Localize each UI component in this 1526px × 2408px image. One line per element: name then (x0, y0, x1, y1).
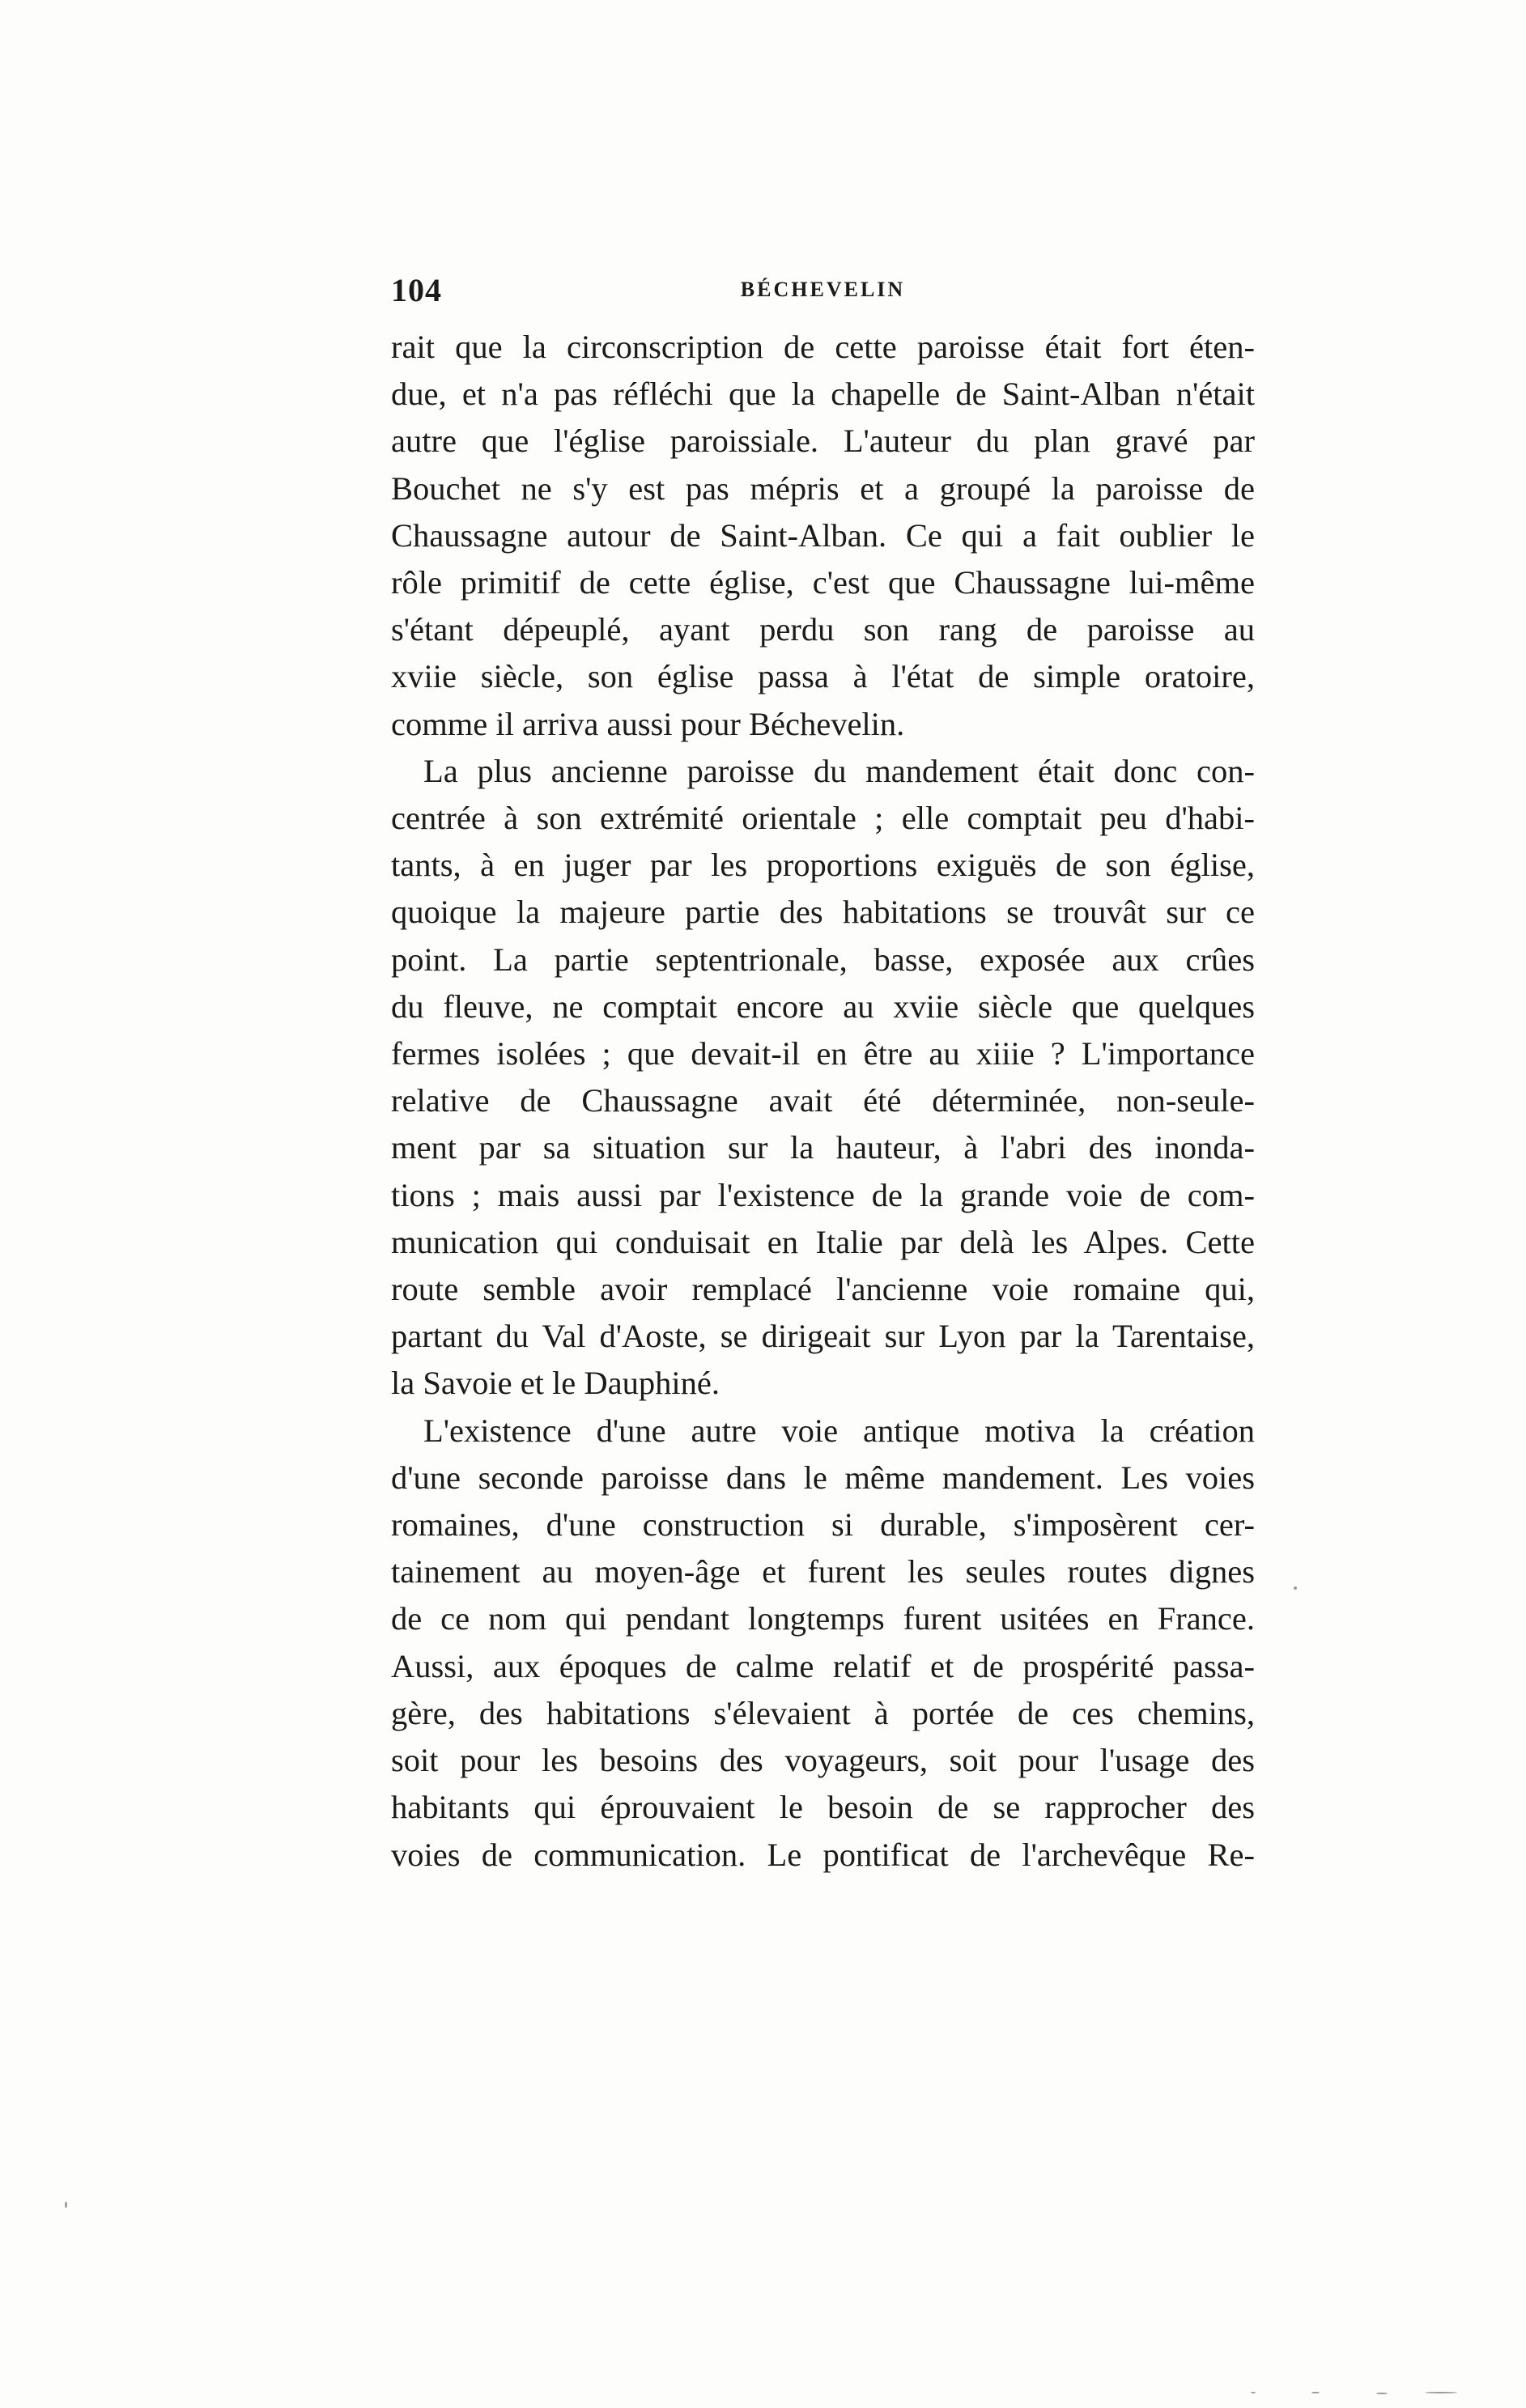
text-line: munication qui conduisait en Italie par delà les Alpes. Cette (391, 1223, 1255, 1260)
running-title: BÉCHEVELIN (740, 278, 906, 301)
text-line: point. La partie septentrionale, basse, exposée aux crûes (391, 941, 1255, 978)
page-header (391, 271, 1255, 320)
text-line: Chaussagne autour de Saint-Alban. Ce qui a fait oublier le (391, 516, 1255, 554)
text-line: route semble avoir remplacé l'ancienne voie romaine qui, (391, 1271, 1255, 1308)
text-line: rait que la circonscription de cette paroisse était fort éten- (391, 329, 1255, 365)
text-line: de ce nom qui pendant longtemps furent usitées en France. (391, 1600, 1255, 1637)
paper-speck (65, 2202, 67, 2208)
text-line: La plus ancienne paroisse du mandement était donc con- (423, 752, 1255, 789)
paper-speck (1294, 1586, 1297, 1590)
text-line: tainement au moyen-âge et furent les seules routes dignes (391, 1553, 1255, 1590)
text-line: xviie siècle, son église passa à l'état de simple oratoire, (391, 658, 1255, 695)
text-line: fermes isolées ; que devait-il en être au xiiie ? L'importance (391, 1035, 1255, 1072)
text-line: rôle primitif de cette église, c'est que Chaussagne lui-même (391, 564, 1255, 601)
paper-speck (1251, 2392, 1256, 2393)
text-line: Aussi, aux époques de calme relatif et de prospérité passa- (391, 1647, 1255, 1684)
text-line: L'existence d'une autre voie antique motiva la création (423, 1412, 1255, 1449)
text-line: due, et n'a pas réfléchi que la chapelle de Saint-Alban n'était (391, 376, 1255, 413)
text-line: partant du Val d'Aoste, se dirigeait sur Lyon par la Tarentaise, (391, 1318, 1255, 1355)
text-line: centrée à son extrémité orientale ; elle comptait peu d'habi- (391, 800, 1255, 837)
text-line: voies de communication. Le pontificat de l'archevêque Re- (391, 1836, 1255, 1873)
text-line: habitants qui éprouvaient le besoin de se rapprocher des (391, 1789, 1255, 1826)
text-line: tions ; mais aussi par l'existence de la grande voie de com- (391, 1176, 1255, 1213)
text-line: ment par sa situation sur la hauteur, à l'abri des inonda- (391, 1129, 1255, 1166)
text-line: quoique la majeure partie des habitations se trouvât sur ce (391, 894, 1255, 931)
text-line: s'étant dépeuplé, ayant perdu son rang de paroisse au (391, 611, 1255, 648)
text-line: du fleuve, ne comptait encore au xviie siècle que quelques (391, 987, 1255, 1025)
text-line: d'une seconde paroisse dans le même mandement. Les voies (391, 1459, 1255, 1496)
paper-speck (1311, 2392, 1320, 2393)
paragraph-3 (391, 1408, 1255, 1879)
text-line: autre que l'église paroissiale. L'auteur du plan gravé par (391, 423, 1255, 460)
paper-speck (1425, 2392, 1457, 2393)
page-number: 104 (391, 272, 442, 308)
paragraph-2 (391, 748, 1255, 1408)
paper-speck (1376, 2393, 1388, 2394)
text-line: Bouchet ne s'y est pas mépris et a groupé la paroisse de (391, 469, 1255, 507)
text-line: romaines, d'une construction si durable, s'imposèrent cer- (391, 1506, 1255, 1544)
text-line: la Savoie et le Dauphiné. (391, 1365, 720, 1402)
text-line: comme il arriva aussi pour Béchevelin. (391, 705, 905, 742)
text-line: tants, à en juger par les proportions exiguës de son église, (391, 847, 1255, 884)
paragraph-1 (391, 324, 1255, 748)
text-line: gère, des habitations s'élevaient à portée de ces chemins, (391, 1694, 1255, 1731)
body-text (391, 324, 1255, 1879)
text-line: soit pour les besoins des voyageurs, soit pour l'usage des (391, 1742, 1255, 1779)
text-line: relative de Chaussagne avait été déterminée, non-seule- (391, 1082, 1255, 1119)
